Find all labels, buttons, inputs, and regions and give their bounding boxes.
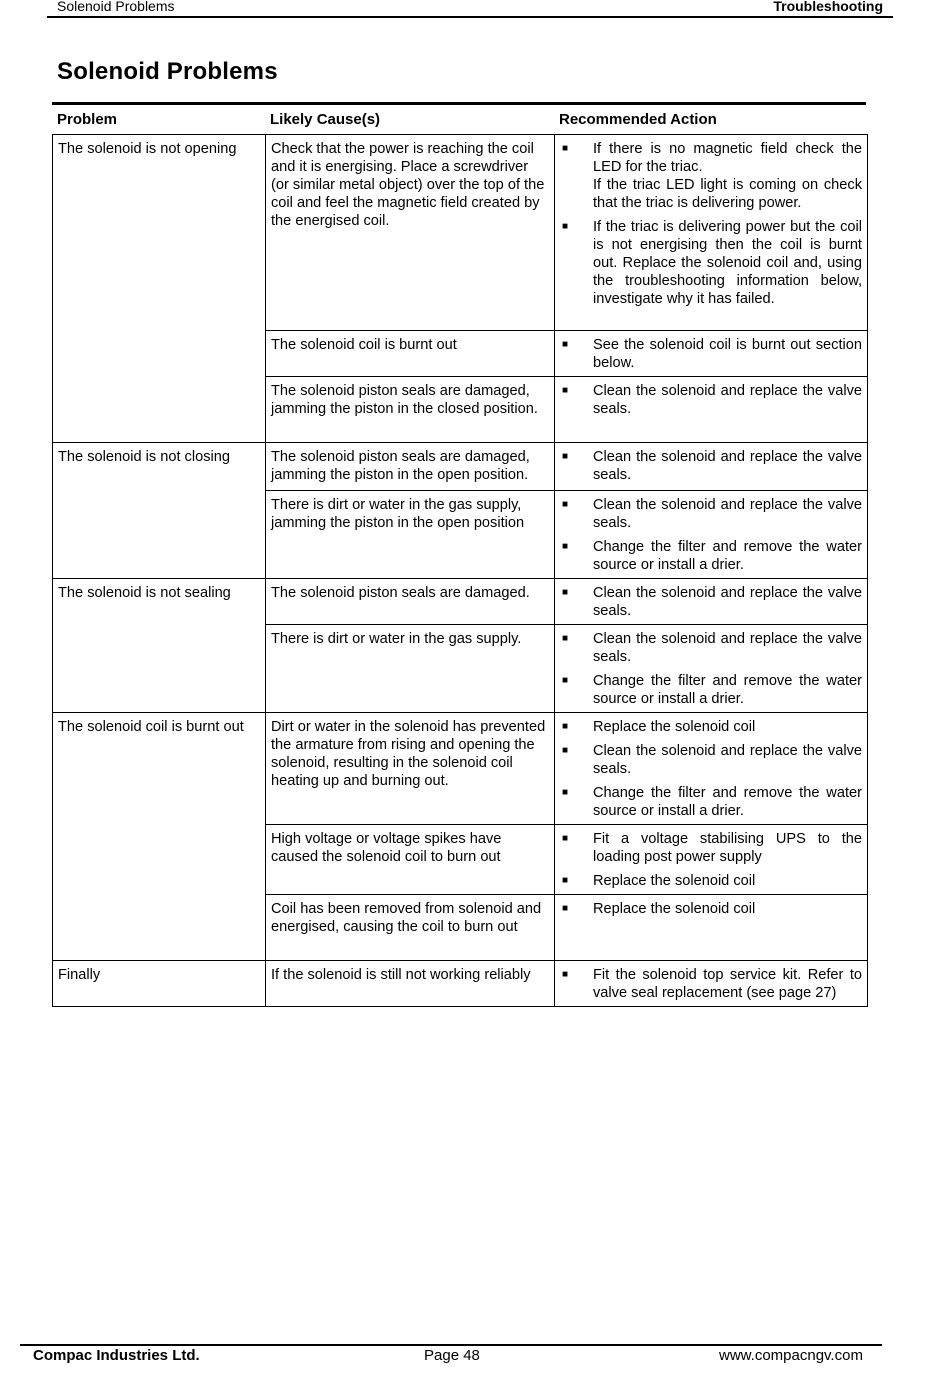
bullet-icon: ■ xyxy=(562,833,569,844)
action-cell xyxy=(555,825,868,895)
bullet-icon: ■ xyxy=(562,541,569,552)
table-row xyxy=(53,579,868,625)
table-row xyxy=(53,135,868,331)
action-text: Replace the solenoid coil xyxy=(593,719,756,735)
action-text: Change the filter and remove the water source or install a drier. xyxy=(593,673,862,707)
action-item xyxy=(559,140,862,212)
column-header-action: Recommended Action xyxy=(559,111,717,128)
action-text: Clean the solenoid and replace the valve seals. xyxy=(593,449,862,483)
action-cell xyxy=(555,579,868,625)
bullet-icon: ■ xyxy=(562,499,569,510)
footer-company: Compac Industries Ltd. xyxy=(33,1347,200,1364)
page-title: Solenoid Problems xyxy=(57,58,278,85)
header-chapter-title: Troubleshooting xyxy=(773,0,883,14)
cause-cell: The solenoid piston seals are damaged, jamming the piston in the open position. xyxy=(266,443,555,491)
cause-cell: If the solenoid is still not working reliably xyxy=(266,961,555,1007)
footer-rule xyxy=(20,1344,882,1346)
cause-cell: Coil has been removed from solenoid and energised, causing the coil to burn out xyxy=(266,895,555,961)
action-item xyxy=(559,718,862,736)
action-cell xyxy=(555,135,868,331)
action-cell xyxy=(555,625,868,713)
action-item xyxy=(559,742,862,778)
action-item xyxy=(559,872,862,890)
action-text: Change the filter and remove the water source or install a drier. xyxy=(593,539,862,573)
action-item xyxy=(559,830,862,866)
cause-cell: The solenoid piston seals are damaged. xyxy=(266,579,555,625)
cause-cell: There is dirt or water in the gas supply. xyxy=(266,625,555,713)
column-header-cause: Likely Cause(s) xyxy=(270,111,381,128)
action-item xyxy=(559,672,862,708)
action-text: If the triac is delivering power but the coil is not energising then the coil is burnt out. Replace the solenoid coil and, using the troubleshooting information below, investigate why it has failed. xyxy=(593,219,862,307)
problem-cell: Finally xyxy=(53,961,266,1007)
action-item xyxy=(559,966,862,1002)
bullet-icon: ■ xyxy=(562,721,569,732)
cause-cell: Dirt or water in the solenoid has prevented the armature from rising and opening the solenoid, resulting in the solenoid coil heating up and burning out. xyxy=(266,713,555,825)
column-header-problem: Problem xyxy=(57,111,118,128)
action-item xyxy=(559,784,862,820)
table-row xyxy=(53,443,868,491)
bullet-icon: ■ xyxy=(562,339,569,350)
bullet-icon: ■ xyxy=(562,143,569,154)
action-item xyxy=(559,900,862,918)
header-rule xyxy=(47,16,893,18)
action-text: Fit the solenoid top service kit. Refer to valve seal replacement (see page 27) xyxy=(593,967,862,1001)
cause-cell: The solenoid coil is burnt out xyxy=(266,331,555,377)
bullet-icon: ■ xyxy=(562,451,569,462)
action-item xyxy=(559,538,862,574)
action-text: Clean the solenoid and replace the valve seals. xyxy=(593,383,862,417)
action-item xyxy=(559,584,862,620)
bullet-icon: ■ xyxy=(562,385,569,396)
action-text: Fit a voltage stabilising UPS to the loading post power supply xyxy=(593,831,862,865)
header-section-title: Solenoid Problems xyxy=(57,0,175,14)
footer-page-number: Page 48 xyxy=(424,1347,480,1364)
bullet-icon: ■ xyxy=(562,903,569,914)
cause-cell: There is dirt or water in the gas supply, jamming the piston in the open position xyxy=(266,491,555,579)
action-item xyxy=(559,630,862,666)
bullet-icon: ■ xyxy=(562,675,569,686)
action-cell xyxy=(555,331,868,377)
action-item xyxy=(559,496,862,532)
bullet-icon: ■ xyxy=(562,787,569,798)
cause-cell: The solenoid piston seals are damaged, jamming the piston in the closed position. xyxy=(266,377,555,443)
problem-cell: The solenoid is not opening xyxy=(53,135,266,443)
problem-cell: The solenoid is not closing xyxy=(53,443,266,579)
troubleshooting-table xyxy=(52,134,868,1007)
bullet-icon: ■ xyxy=(562,633,569,644)
action-text: Replace the solenoid coil xyxy=(593,873,756,889)
bullet-icon: ■ xyxy=(562,969,569,980)
action-cell xyxy=(555,961,868,1007)
cause-cell: Check that the power is reaching the coil and it is energising. Place a screwdriver (or similar metal object) over the top of the coil and feel the magnetic field created by the energised coil. xyxy=(266,135,555,331)
action-text: Clean the solenoid and replace the valve seals. xyxy=(593,743,862,777)
action-text: If there is no magnetic field check the LED for the triac. xyxy=(593,141,862,175)
action-text: See the solenoid coil is burnt out section below. xyxy=(593,337,862,371)
bullet-icon: ■ xyxy=(562,875,569,886)
action-text: Clean the solenoid and replace the valve seals. xyxy=(593,497,862,531)
action-cell xyxy=(555,377,868,443)
action-text: Clean the solenoid and replace the valve seals. xyxy=(593,585,862,619)
cause-cell: High voltage or voltage spikes have caused the solenoid coil to burn out xyxy=(266,825,555,895)
action-item xyxy=(559,448,862,484)
action-item xyxy=(559,336,862,372)
action-text: Change the filter and remove the water source or install a drier. xyxy=(593,785,862,819)
problem-cell: The solenoid is not sealing xyxy=(53,579,266,713)
action-text: If the triac LED light is coming on check that the triac is delivering power. xyxy=(593,177,862,211)
footer-website: www.compacngv.com xyxy=(719,1347,863,1364)
action-item xyxy=(559,382,862,418)
action-item xyxy=(559,218,862,308)
problem-cell: The solenoid coil is burnt out xyxy=(53,713,266,961)
bullet-icon: ■ xyxy=(562,587,569,598)
action-text: Replace the solenoid coil xyxy=(593,901,756,917)
table-header xyxy=(52,102,866,135)
action-cell xyxy=(555,713,868,825)
bullet-icon: ■ xyxy=(562,745,569,756)
action-cell xyxy=(555,491,868,579)
bullet-icon: ■ xyxy=(562,221,569,232)
action-text: Clean the solenoid and replace the valve seals. xyxy=(593,631,862,665)
table-row xyxy=(53,961,868,1007)
table-row xyxy=(53,713,868,825)
action-cell xyxy=(555,443,868,491)
action-cell xyxy=(555,895,868,961)
